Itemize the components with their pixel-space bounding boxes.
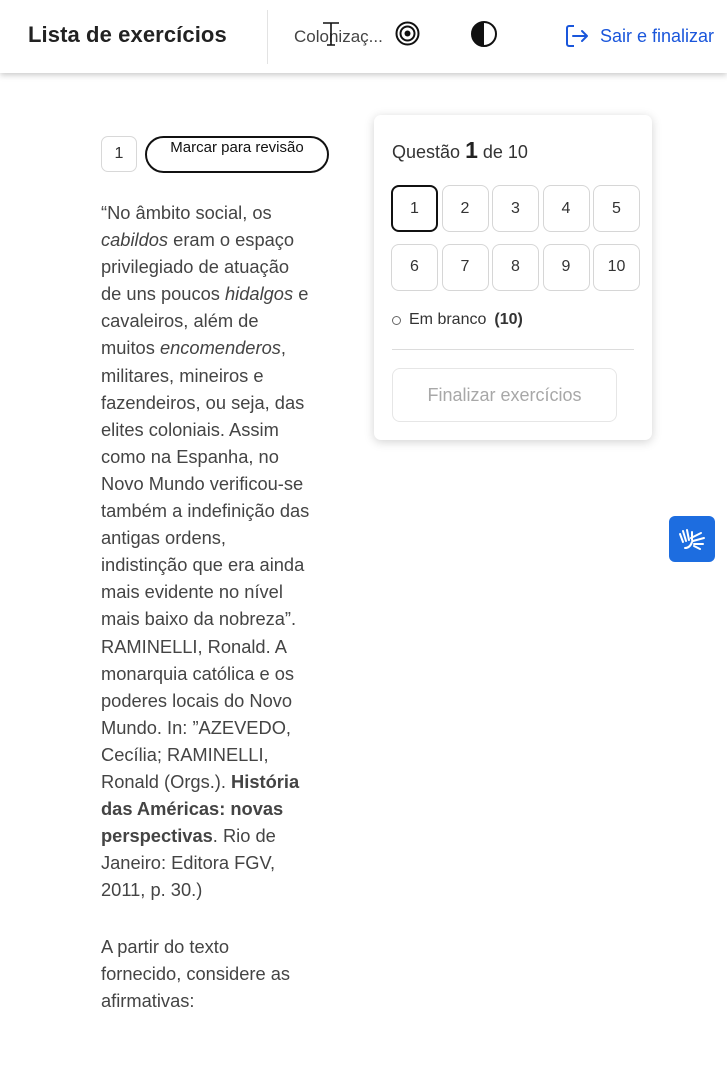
question-counter [392,137,528,164]
question-text [101,199,327,903]
text-run: eram o espaço [168,229,295,251]
text-run: muitos [101,337,160,359]
question-text-line [101,768,327,795]
question-text-line [101,795,327,822]
question-text-line [101,226,327,253]
exit-label: Sair e finalizar [600,25,715,46]
status-legend [392,311,523,329]
question-text-line [101,633,327,660]
prompt-line: afirmativas: [101,990,195,1012]
counter-current: 1 [465,137,478,163]
text-run: e [293,283,309,305]
question-text-line [101,389,327,416]
question-text-line [101,822,327,849]
counter-prefix: Questão [392,142,461,162]
text-run: mais baixo da nobreza”. [101,608,297,630]
text-run: História [231,770,300,792]
legend-label: Em branco [409,311,487,328]
question-text-line [101,687,327,714]
question-text-line [101,741,327,768]
question-nav-button-4[interactable]: 4 [543,185,590,232]
exit-finish-button[interactable] [564,22,714,50]
question-text-line [101,876,327,903]
question-text-line [101,443,327,470]
question-text-line [101,280,327,307]
question-prompt [101,933,327,1014]
text-run: elites coloniais. Assim [101,418,279,440]
text-run: monarquia católica e os [101,662,295,684]
text-run: das Américas: novas [101,798,284,820]
question-text-line [101,551,327,578]
text-run: fazendeiros, ou seja, das [101,391,305,413]
text-run: privilegiado de atuação [101,256,290,278]
question-text-line [101,199,327,226]
text-run: poderes locais do Novo [101,689,293,711]
text-run: indistinção que era ainda [101,554,305,576]
question-nav-button-9[interactable]: 9 [543,244,590,291]
text-run: cavaleiros, além de [101,310,259,332]
text-run: Ronald (Orgs.). [101,770,232,792]
question-text-line [101,578,327,605]
text-run: também a indefinição das [101,500,310,522]
text-run: “No âmbito social, os [101,202,272,223]
mark-for-review-button[interactable]: Marcar para revisão [145,136,329,173]
question-text-line [101,849,327,876]
question-text-line [101,660,327,687]
question-nav-button-10[interactable]: 10 [593,244,640,291]
text-cursor-icon [320,21,342,47]
question-text-line [101,416,327,443]
question-number-badge: 1 [101,136,137,172]
question-nav-button-5[interactable]: 5 [593,185,640,232]
text-run: perspectivas [101,825,213,847]
question-navigator-panel [374,115,652,440]
question-nav-button-7[interactable]: 7 [442,244,489,291]
question-text-line [101,253,327,280]
finish-exercises-button[interactable]: Finalizar exercícios [392,368,617,422]
accessibility-button[interactable] [669,516,715,562]
legend-count: (10) [494,311,523,328]
question-nav-button-1[interactable]: 1 [391,185,438,232]
text-run: de uns poucos [101,283,225,305]
question-text-line [101,362,327,389]
text-run: Mundo. In: ”AZEVEDO, [101,716,291,738]
panel-divider [392,349,634,350]
text-run: hidalgos [225,283,294,305]
contrast-icon[interactable] [470,20,498,48]
text-run: Janeiro: Editora FGV, [101,852,276,874]
target-icon[interactable] [395,21,420,46]
subject-title[interactable]: Colonizaç... [294,27,383,46]
question-nav-button-3[interactable]: 3 [492,185,539,232]
question-text-line [101,605,327,632]
text-run: RAMINELLI, Ronald. A [101,635,287,657]
text-run: Novo Mundo verificou-se [101,472,304,494]
text-run: antigas ordens, [101,527,227,549]
question-nav-button-8[interactable]: 8 [492,244,539,291]
page-title: Lista de exercícios [28,22,227,47]
prompt-line: fornecido, considere as [101,963,291,985]
text-run: cabildos [101,229,169,251]
question-text-line [101,497,327,524]
question-text-line [101,307,327,334]
blank-status-icon [392,316,401,325]
counter-suffix: de 10 [482,142,528,162]
text-run: . Rio de [212,825,276,847]
question-nav-button-6[interactable]: 6 [391,244,438,291]
exit-icon [564,23,590,49]
text-run: como na Espanha, no [101,445,279,467]
top-bar [0,0,727,73]
text-run: militares, mineiros e [101,364,264,386]
question-nav-button-2[interactable]: 2 [442,185,489,232]
question-text-line [101,470,327,497]
text-run: , [280,337,286,359]
question-text-line [101,334,327,361]
question-text-line [101,524,327,551]
header-divider [267,10,268,64]
text-run: Cecília; RAMINELLI, [101,743,269,765]
sign-language-hands-icon [677,524,707,554]
question-text-line [101,714,327,741]
prompt-line: A partir do texto [101,936,230,957]
text-run: mais evidente no nível [101,581,283,603]
text-run: encomenderos [159,337,281,359]
text-run: 2011, p. 30.) [101,879,203,901]
